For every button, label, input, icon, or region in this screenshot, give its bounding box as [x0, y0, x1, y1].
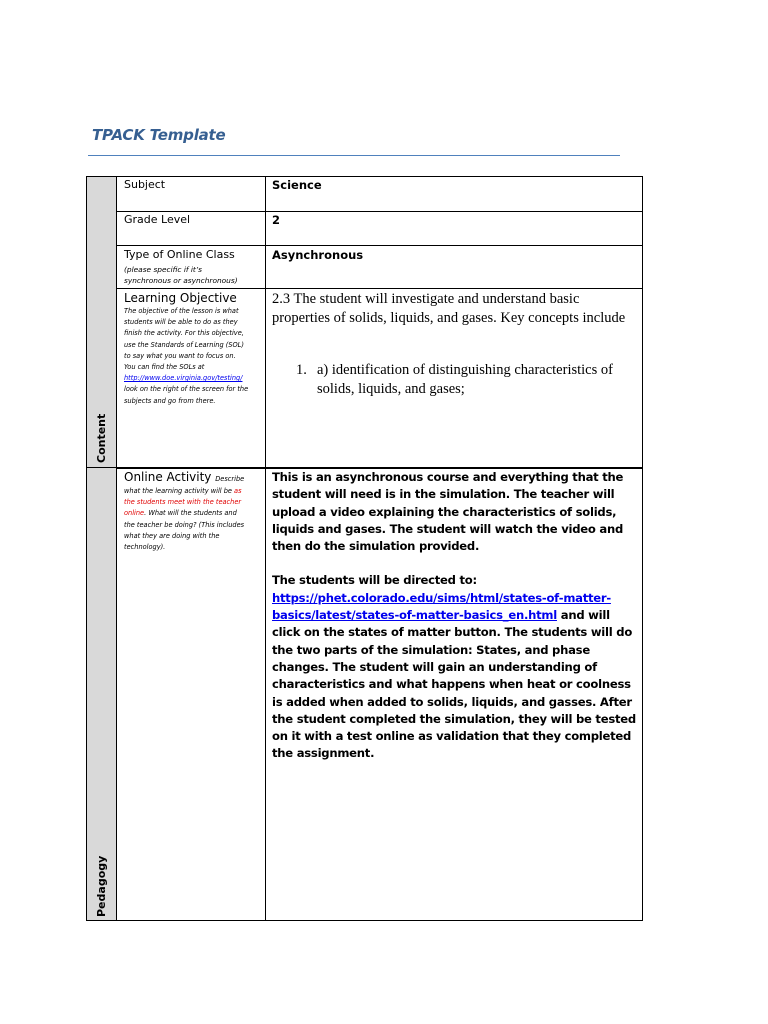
activity-note-text: . What will the students and	[144, 509, 237, 518]
online-activity-note-lead: Describe	[215, 475, 245, 483]
phet-simulation-link[interactable]: https://phet.colorado.edu/sims/html/states-of-matter-basics/latest/states-of-matter-basics_en.html	[272, 590, 611, 623]
sol-link[interactable]: http://www.doe.virginia.gov/testing/	[124, 374, 243, 383]
objective-note-line: subjects and go from there.	[124, 396, 216, 405]
online-activity-label: Online Activity	[124, 470, 212, 484]
objective-note-line: finish the activity. For this objective,	[124, 329, 244, 338]
objective-note-line: You can find the SOLs at	[124, 363, 205, 372]
learning-objective-label: Learning Objective	[124, 291, 237, 305]
objective-item-number: 1.	[296, 362, 307, 378]
objective-note-line: students will be able to do as they	[124, 318, 238, 327]
grade-level-label: Grade Level	[124, 213, 191, 226]
objective-note-line: use the Standards of Learning (SOL)	[124, 340, 244, 349]
online-class-value: Asynchronous	[272, 248, 364, 262]
table-border-right	[642, 176, 643, 921]
pedagogy-section-sidebar	[86, 467, 117, 921]
objective-note-line: The objective of the lesson is what	[124, 307, 239, 315]
online-activity-note	[124, 486, 264, 553]
online-activity-row	[124, 470, 244, 484]
online-class-note-line: synchronous or asynchronous)	[124, 276, 238, 286]
subject-value: Science	[272, 178, 322, 192]
activity-paragraph-2-text: and will click on the states of matter button. The students will do the two parts of the simulation: States, and phase changes. The student will gain an understanding of characteristics and what happens when heat or coolness is added when added to solids, liquids, and gasses. After the student completed the simulation, they will be tested on it with a test online as validation that they completed the assignment.	[272, 608, 636, 761]
activity-note-highlight: as	[234, 487, 242, 495]
content-section-label: Content	[95, 413, 108, 463]
objective-text: 2.3 The student will investigate and understand basic properties of solids, liquids, and gases. Key concepts include	[272, 291, 626, 326]
title-divider	[88, 155, 620, 156]
activity-note-text: the teacher be doing? (This includes	[124, 520, 245, 529]
objective-note-line: look on the right of the screen for the	[124, 385, 249, 394]
content-section-sidebar	[86, 176, 117, 468]
online-activity-description	[272, 469, 638, 763]
online-class-note	[124, 264, 264, 286]
pedagogy-section-label: Pedagogy	[95, 855, 108, 917]
table-border-top	[116, 176, 643, 177]
activity-paragraph-2	[272, 590, 638, 763]
activity-note-highlight: online	[124, 509, 145, 518]
grade-level-value: 2	[272, 213, 281, 227]
objective-item-text: a) identification of distinguishing characteristics of solids, liquids, and gases;	[317, 362, 613, 397]
learning-objective-note	[124, 306, 264, 407]
activity-note-text: what the learning activity will be	[124, 487, 235, 495]
activity-note-highlight: the students meet with the teacher	[124, 498, 242, 507]
activity-paragraph-1: This is an asynchronous course and everything that the student will need is in the simulation. The teacher will upload a video explaining the characteristics of solids, liquids and gases. The student will watch the video and then do the simulation provided.	[272, 470, 624, 554]
table-column-divider	[265, 176, 266, 921]
online-class-label: Type of Online Class	[124, 248, 235, 261]
activity-note-text: what they are doing with the	[124, 531, 220, 540]
table-row-divider	[116, 288, 643, 289]
table-row-divider	[116, 245, 643, 246]
document-title: TPACK Template	[92, 126, 226, 144]
subject-label: Subject	[124, 178, 166, 191]
table-row-divider	[116, 211, 643, 212]
activity-note-text: technology).	[124, 543, 166, 552]
table-border-bottom	[116, 920, 643, 921]
activity-paragraph-2-lead: The students will be directed to:	[272, 573, 477, 588]
objective-note-line: to say what you want to focus on.	[124, 351, 236, 360]
online-class-note-line: (please specific if it’s	[124, 265, 202, 274]
